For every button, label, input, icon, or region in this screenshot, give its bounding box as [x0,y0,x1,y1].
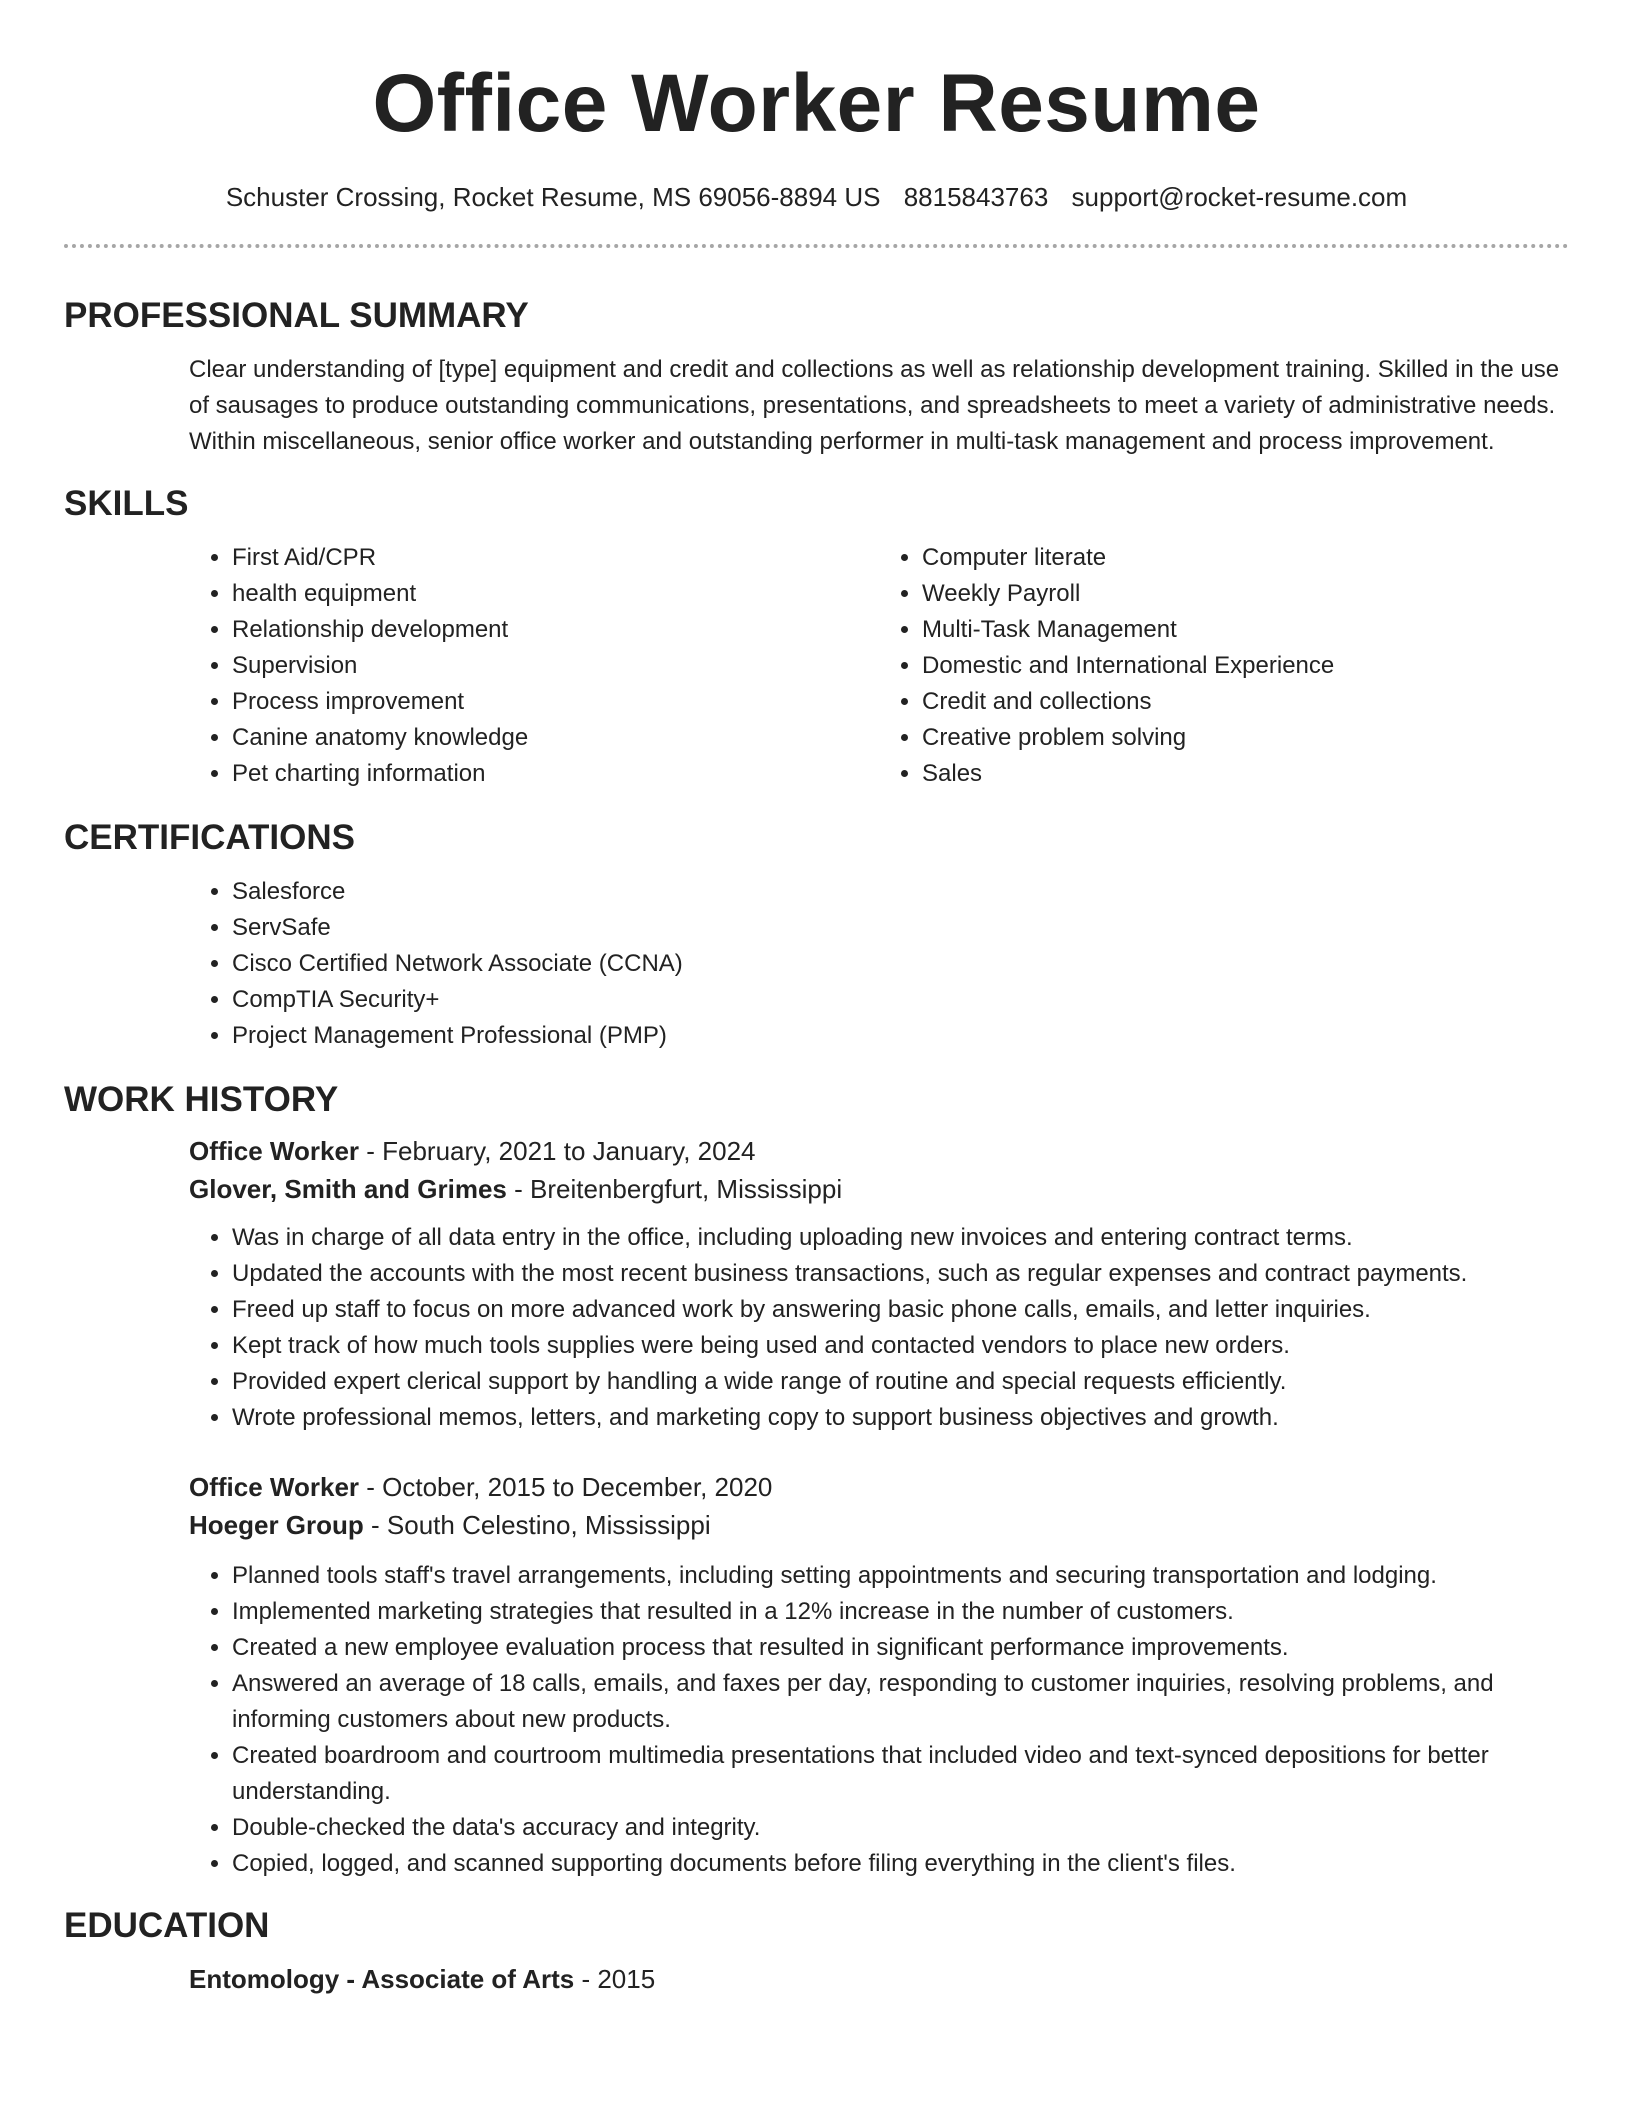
job-company: Hoeger Group [189,1510,364,1540]
job-company-line [189,1506,1569,1544]
certifications-list [189,874,1569,1054]
job-duty: • Kept track of how much tools supplies were being used and contacted vendors to place new orders. [232,1328,1569,1364]
skill-item: • Relationship development [232,612,879,648]
job-title-line [189,1468,1569,1506]
job-duty: • Planned tools staff's travel arrangements, including setting appointments and securing transportation and lodging. [232,1558,1569,1594]
certification-item: • Salesforce [232,874,1569,910]
skill-item: • First Aid/CPR [232,540,879,576]
skills-heading: SKILLS [64,484,189,523]
education-year: - 2015 [574,1964,656,1994]
job-duty: • Wrote professional memos, letters, and marketing copy to support business objectives and growth. [232,1400,1569,1436]
resume-title: Office Worker Resume [372,58,1261,149]
job-title: Office Worker [189,1136,360,1166]
education-line [189,1960,1569,1998]
skills-list [189,540,1569,792]
job-entry [189,1132,1569,1436]
skill-item: • Process improvement [232,684,879,720]
job-duty: • Double-checked the data's accuracy and integrity. [232,1810,1569,1846]
job-company: Glover, Smith and Grimes [189,1174,507,1204]
contact-line [64,180,1569,214]
summary-text: Clear understanding of [type] equipment and credit and collections as well as relationship development training. Skilled in the use of sausages to produce outstanding communications, presentations, and spreadsheets to meet a variety of administrative needs. Within miscellaneous, senior office worker and outstanding performer in multi-task management and process improvement. [189,356,1560,455]
job-location: - Breitenbergfurt, Mississippi [506,1174,843,1204]
skill-item: • Sales [922,756,1569,792]
skills-column-left [189,540,879,792]
certification-item: • Cisco Certified Network Associate (CCNA) [232,946,1569,982]
header-divider [64,244,1569,248]
job-duty: • Implemented marketing strategies that resulted in a 12% increase in the number of customers. [232,1594,1569,1630]
skill-item: • Multi-Task Management [922,612,1569,648]
skill-item: • Weekly Payroll [922,576,1569,612]
skill-item: • Canine anatomy knowledge [232,720,879,756]
certification-item: • ServSafe [232,910,1569,946]
education-entry [189,1960,1569,1998]
skill-item: • Domestic and International Experience [922,648,1569,684]
certifications-heading: CERTIFICATIONS [64,818,356,857]
job-duty: • Was in charge of all data entry in the office, including uploading new invoices and entering contract terms. [232,1220,1569,1256]
contact-email: support@rocket-resume.com [1071,182,1408,212]
skill-item: • Credit and collections [922,684,1569,720]
job-title: Office Worker [189,1472,360,1502]
job-duty: • Created a new employee evaluation process that resulted in significant performance improvements. [232,1630,1569,1666]
work-history-heading: WORK HISTORY [64,1080,339,1119]
job-duties-list [189,1558,1569,1882]
skill-item: • Pet charting information [232,756,879,792]
resume-page [64,0,1569,1998]
job-dates: - October, 2015 to December, 2020 [359,1472,773,1502]
skill-item: • Creative problem solving [922,720,1569,756]
job-duty: • Created boardroom and courtroom multimedia presentations that included video and text-synced depositions for better understanding. [232,1738,1569,1810]
job-duty: • Updated the accounts with the most recent business transactions, such as regular expenses and contract payments. [232,1256,1569,1292]
job-duty: • Answered an average of 18 calls, emails, and faxes per day, responding to customer inquiries, resolving problems, and informing customers about new products. [232,1666,1569,1738]
skills-column-right [879,540,1569,792]
certifications-section [189,874,1569,1054]
job-duty: • Copied, logged, and scanned supporting documents before filing everything in the client's files. [232,1846,1569,1882]
skill-item: • Supervision [232,648,879,684]
certification-item: • CompTIA Security+ [232,982,1569,1018]
job-company-line [189,1170,1569,1208]
job-duty: • Freed up staff to focus on more advanced work by answering basic phone calls, emails, and letter inquiries. [232,1292,1569,1328]
contact-phone: 8815843763 [903,182,1049,212]
job-duties-list [189,1220,1569,1436]
certification-item: • Project Management Professional (PMP) [232,1018,1569,1054]
education-degree: Entomology - Associate of Arts [189,1964,575,1994]
job-title-line [189,1132,1569,1170]
skill-item: • Computer literate [922,540,1569,576]
skill-item: • health equipment [232,576,879,612]
job-duty: • Provided expert clerical support by handling a wide range of routine and special requests efficiently. [232,1364,1569,1400]
job-location: - South Celestino, Mississippi [363,1510,711,1540]
contact-address: Schuster Crossing, Rocket Resume, MS 69056-8894 US [225,182,881,212]
job-dates: - February, 2021 to January, 2024 [359,1136,756,1166]
summary-heading: PROFESSIONAL SUMMARY [64,296,529,335]
job-entry [189,1468,1569,1882]
summary-section [189,352,1569,460]
education-heading: EDUCATION [64,1906,270,1945]
